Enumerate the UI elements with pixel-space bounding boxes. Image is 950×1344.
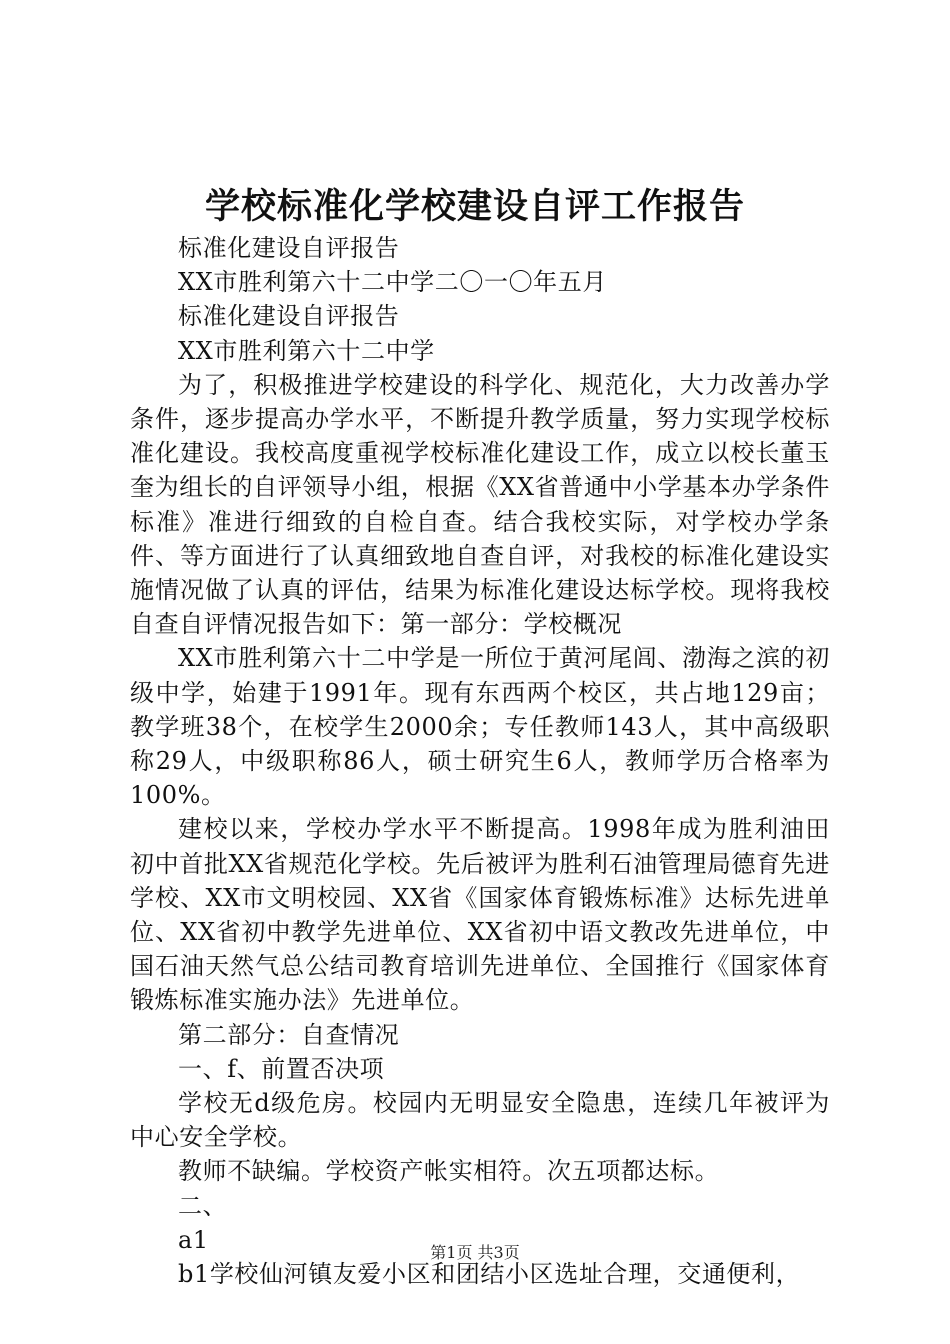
paragraph: 标准化建设自评报告: [178, 302, 400, 331]
document-title: 学校标准化学校建设自评工作报告: [204, 186, 745, 227]
paragraph: 学校无d级危房。校园内无明显安全隐患，连续几年被评为中心安全学校。: [130, 1089, 830, 1152]
paragraph: 一、f、前置否决项: [178, 1054, 385, 1083]
paragraph: XX市胜利第六十二中学是一所位于黄河尾闾、渤海之滨的初级中学，始建于1991年。现有东西两个校区，共占地129亩；教学班38个，在校学生2000余；专任教师143人，其中高级职称29人，中级职称86人，硕士研究生6人，教师学历合格率为100%。: [130, 644, 830, 810]
paragraph: 建校以来，学校办学水平不断提高。1998年成为胜利油田初中首批XX省规范化学校。先后被评为胜利石油管理局德育先进学校、XX市文明校园、XX省《国家体育锻炼标准》达标先进单位、XX省初中教学先进单位、XX省初中语文教改先进单位，中国石油天然气总公结司教育培训先进单位、全国推行《国家体育锻炼标准实施办法》先进单位。: [130, 815, 830, 1015]
paragraph: 第二部分：自查情况: [178, 1020, 400, 1049]
paragraph: 教师不缺编。学校资产帐实相符。次五项都达标。: [178, 1157, 720, 1186]
paragraph: XX市胜利第六十二中学二〇一〇年五月: [178, 268, 607, 297]
paragraph: 标准化建设自评报告: [178, 234, 400, 262]
document-body: [130, 231, 830, 1291]
paragraph: b1学校仙河镇友爱小区和团结小区选址合理，交通便利，: [178, 1260, 801, 1289]
paragraph: 二、: [178, 1191, 228, 1220]
page-number-footer: 第1页 共3页: [430, 1243, 520, 1262]
paragraph: 为了，积极推进学校建设的科学化、规范化，大力改善办学条件，逐步提高办学水平，不断提升教学质量，努力实现学校标准化建设。我校高度重视学校标准化建设工作，成立以校长董玉奎为组长的自评领导小组，根据《XX省普通中小学基本办学条件标准》准进行细致的自检自查。结合我校实际，对学校办学条件、等方面进行了认真细致地自查自评，对我校的标准化建设实施情况做了认真的评估，结果为标准化建设达标学校。现将我校自查自评情况报告如下：第一部分：学校概况: [130, 370, 830, 639]
paragraph: a1: [178, 1225, 209, 1254]
paragraph: XX市胜利第六十二中学: [178, 336, 435, 365]
